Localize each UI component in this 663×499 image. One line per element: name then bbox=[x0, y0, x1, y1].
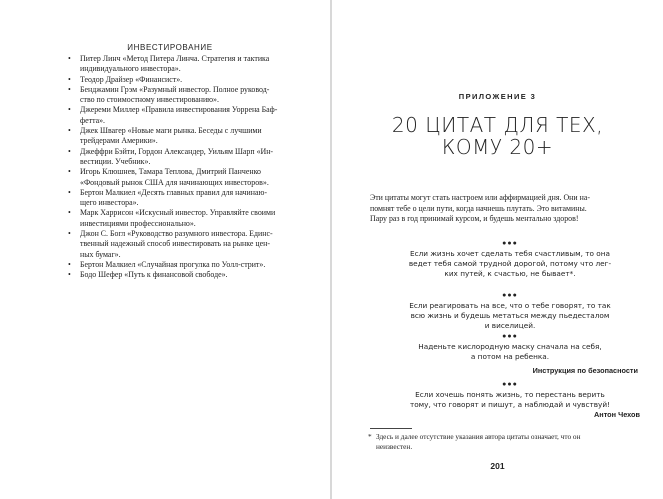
list-item: • Бодо Шефер «Путь к финансовой свободе». bbox=[68, 270, 300, 280]
page-title: 20 ЦИТАТ ДЛЯ ТЕХ, КОМУ 20+ bbox=[391, 113, 604, 159]
quote-text: Если хочешь понять жизнь, то перестань верить тому, что говорят и пишут, а наблюдай и чувствуй! bbox=[409, 390, 611, 410]
list-item: • Джек Швагер «Новые маги рынка. Беседы с лучшими трейдерами Америки». bbox=[68, 126, 300, 147]
footnote: * Здесь и далее отсутствие указания автора цитаты означает, что он неизвестен. bbox=[368, 432, 581, 451]
quote-author: Инструкция по безопасности bbox=[532, 366, 638, 376]
page-number: 201 bbox=[490, 461, 505, 471]
right-page bbox=[332, 0, 663, 499]
quote-3 bbox=[370, 331, 650, 376]
separator-dots-icon: ●●● bbox=[502, 380, 518, 388]
quote-1 bbox=[370, 238, 650, 280]
footnote-mark: * bbox=[368, 432, 372, 441]
book-list bbox=[68, 54, 300, 281]
footnote-divider bbox=[370, 428, 412, 429]
quote-author: Антон Чехов bbox=[594, 410, 640, 420]
quote-text: Наденьте кислородную маску сначала на себя, а потом на ребенка. bbox=[418, 342, 602, 362]
list-item: • Теодор Драйзер «Финансист». bbox=[68, 75, 300, 85]
intro-paragraph: Эти цитаты могут стать настроем или аффирмацией дня. Они на- помнят тебе о цели пути, когда начнешь плутать. Это витамины. Пару раз в год принимай курсом, и будешь ментально здоров! bbox=[370, 193, 590, 223]
appendix-label: ПРИЛОЖЕНИЕ 3 bbox=[458, 92, 537, 101]
separator-dots-icon: ●●● bbox=[502, 332, 518, 340]
quote-text: Если жизнь хочет сделать тебя счастливым, то она ведет тебя самой трудной дорогой, потому что лег- ких путей, к счастью, не бывает*. bbox=[408, 249, 612, 279]
list-item: • Игорь Клюшнев, Тамара Теплова, Дмитрий Панченко «Фондовый рынок США для начинающих инвесторов». bbox=[68, 167, 300, 188]
list-item: • Марк Харрисон «Искусный инвестор. Управляйте своими инвестициями профессионально». bbox=[68, 208, 300, 229]
list-item: • Джереми Миллер «Правила инвестирования Уоррена Баф- фетта». bbox=[68, 105, 300, 126]
list-item: • Джон С. Богл «Руководство разумного инвестора. Единс- твенный надежный способ инвестировать на рынке цен- ных бумаг». bbox=[68, 229, 300, 260]
separator-dots-icon: ●●● bbox=[502, 239, 518, 247]
list-item: • Питер Линч «Метод Питера Линча. Стратегия и тактика индивидуального инвестора». bbox=[68, 54, 300, 75]
list-item: • Джеффри Бэйти, Гордон Александер, Уильям Шарп «Ин- вестиции. Учебник». bbox=[68, 147, 300, 168]
section-title: ИНВЕСТИРОВАНИЕ bbox=[127, 43, 213, 52]
quote-4 bbox=[370, 379, 650, 420]
separator-dots-icon: ●●● bbox=[502, 291, 518, 299]
left-page bbox=[0, 0, 330, 499]
list-item: • Бертон Малкиел «Случайная прогулка по Уолл-стрит». bbox=[68, 260, 300, 270]
list-item: • Бенджамин Грэм «Разумный инвестор. Полное руковод- ство по стоимостному инвестированию». bbox=[68, 85, 300, 106]
quote-2 bbox=[370, 290, 650, 332]
list-item: • Бертон Малкиел «Десять главных правил для начинаю- щего инвестора». bbox=[68, 188, 300, 209]
quote-text: Если реагировать на все, что о тебе говорят, то так всю жизнь и будешь метаться между пьедесталом и виселицей. bbox=[409, 301, 611, 331]
